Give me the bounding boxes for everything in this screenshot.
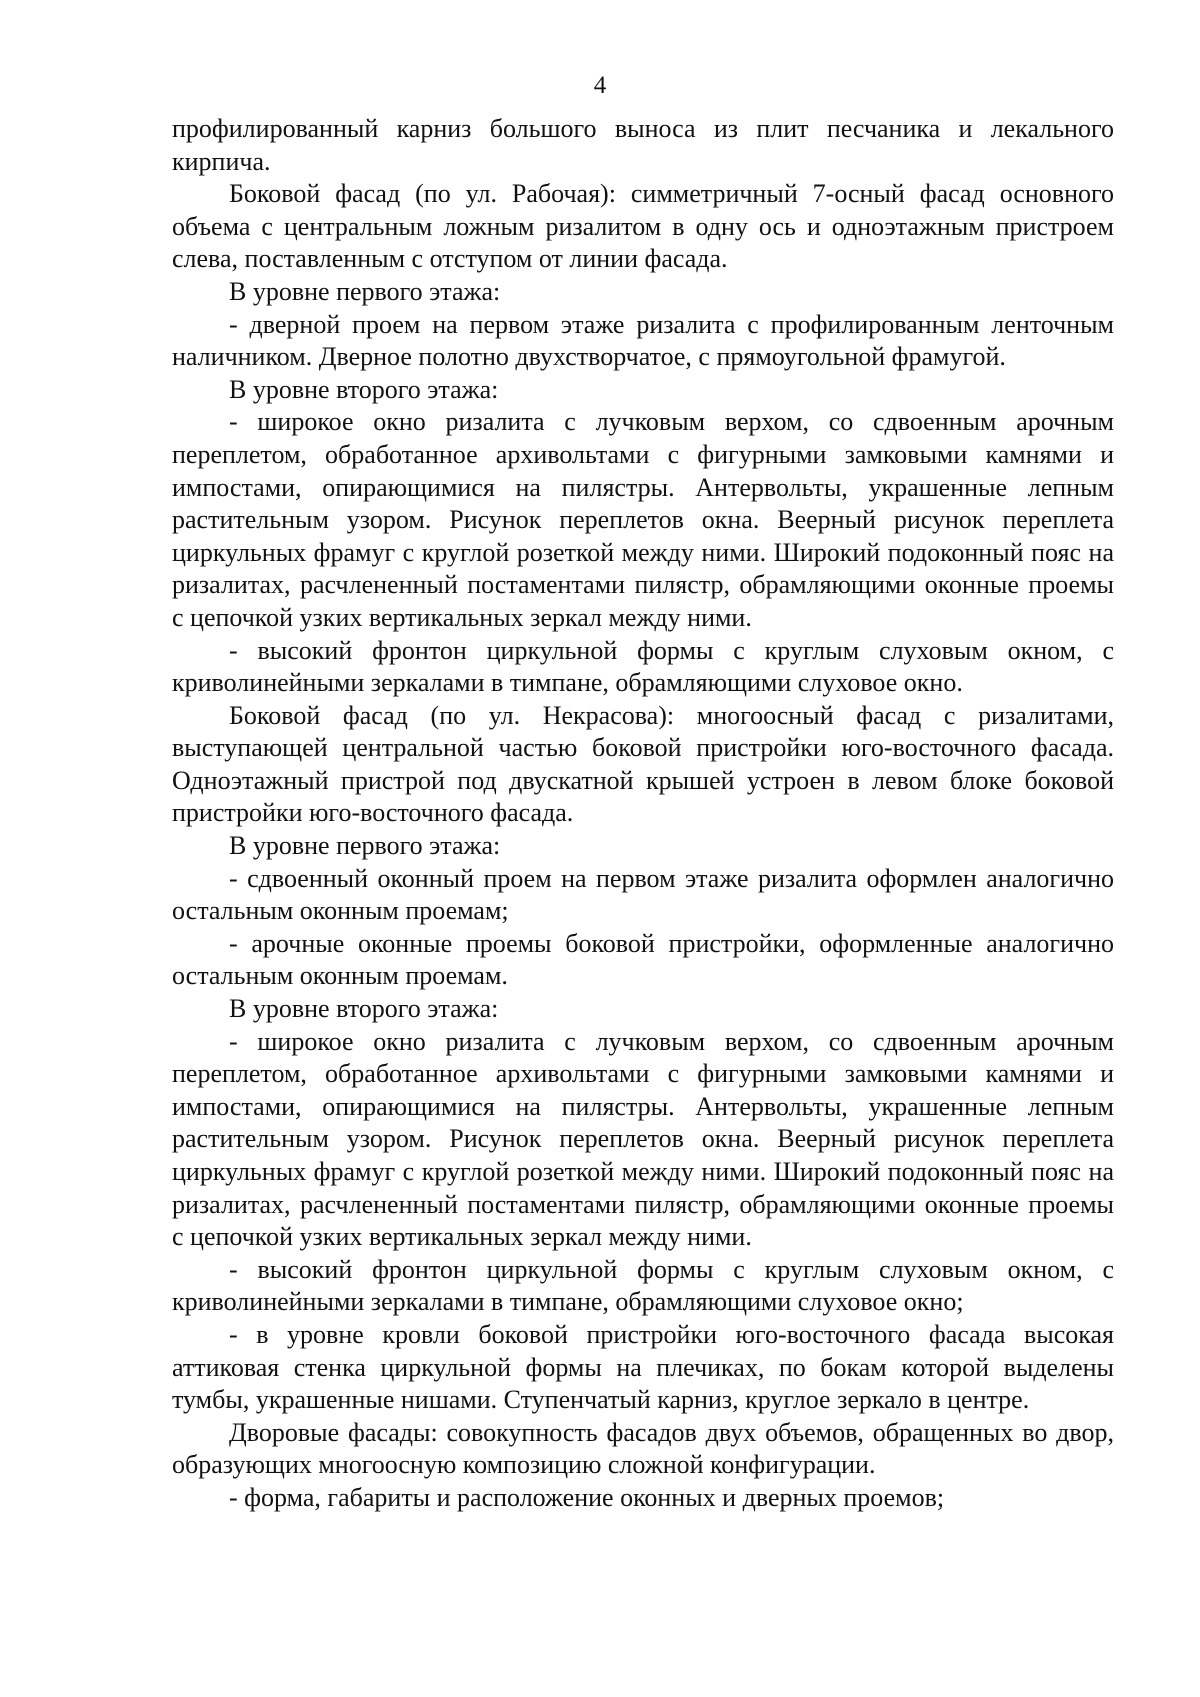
paragraph-continuation: профилированный карниз большого выноса из плит песчаника и лекального кирпича. xyxy=(172,114,1114,176)
paragraph-pediment: - высокий фронтон циркульной формы с круглым слуховым окном, с криволинейными зеркалами в тимпане, обрамляющими слуховое окно. xyxy=(172,635,1114,698)
paragraph-arched-windows: - арочные оконные проемы боковой пристройки, оформленные аналогично остальным оконным проемам. xyxy=(172,928,1114,991)
paragraph-attic-wall: - в уровне кровли боковой пристройки юго-восточного фасада высокая аттиковая стенка циркульной формы на плечиках, по бокам которой выделены тумбы, украшенные нишами. Ступенчатый карниз, круглое зеркало в центре. xyxy=(172,1319,1114,1415)
paragraph-courtyard-facades: Дворовые фасады: совокупность фасадов двух объемов, обращенных во двор, образующих многоосную композицию сложной конфигурации. xyxy=(172,1417,1114,1480)
paragraph-second-floor-heading-2: В уровне второго этажа: xyxy=(229,994,499,1024)
paragraph-wide-window-2: - широкое окно ризалита с лучковым верхом, со сдвоенным арочным переплетом, обработанное архивольтами с фигурными замковыми камнями и импостами, опирающимися на пилястры. Антервольты, украшенные лепным растительным узором. Рисунок переплетов окна. Веерный рисунок переплета циркульных фрамуг с круглой розеткой между ними. Широкий подоконный пояс на ризалитах, расчлененный постаментами пилястр, обрамляющими оконные проемы с цепочкой узких вертикальных зеркал между ними. xyxy=(172,1026,1114,1252)
paragraph-wide-window: - широкое окно ризалита с лучковым верхом, со сдвоенным арочным переплетом, обработанное архивольтами с фигурными замковыми камнями и импостами, опирающимися на пилястры. Антервольты, украшенные лепным растительным узором. Рисунок переплетов окна. Веерный рисунок переплета циркульных фрамуг с круглой розеткой между ними. Широкий подоконный пояс на ризалитах, расчлененный постаментами пилястр, обрамляющими оконные проемы с цепочкой узких вертикальных зеркал между ними. xyxy=(172,407,1114,632)
paragraph-side-facade-nekrasova: Боковой фасад (по ул. Некрасова): многоосный фасад с ризалитами, выступающей центральной частью боковой пристройки юго-восточного фасада. Одноэтажный пристрой под двускатной крышей устроен в левом блоке боковой пристройки юго-восточного фасада. xyxy=(172,700,1114,828)
paragraph-openings-form: - форма, габариты и расположение оконных и дверных проемов; xyxy=(229,1482,945,1512)
paragraph-pediment-2: - высокий фронтон циркульной формы с круглым слуховым окном, с криволинейными зеркалами в тимпане, обрамляющими слуховое окно; xyxy=(172,1254,1114,1317)
paragraph-first-floor-heading-2: В уровне первого этажа: xyxy=(229,831,501,861)
document-body xyxy=(172,113,1114,1515)
page-number: 4 xyxy=(593,72,607,99)
paragraph-second-floor-heading: В уровне второго этажа: xyxy=(229,374,499,404)
paragraph-door-opening: - дверной проем на первом этаже ризалита с профилированным ленточным наличником. Дверное полотно двухстворчатое, с прямоугольной фрамугой. xyxy=(172,309,1114,372)
paragraph-first-floor-heading: В уровне первого этажа: xyxy=(229,276,501,306)
paragraph-side-facade-rabochaya: Боковой фасад (по ул. Рабочая): симметричный 7-осный фасад основного объема с центральным ложным ризалитом в одну ось и одноэтажным пристроем слева, поставленным с отступом от линии фасада. xyxy=(172,179,1114,274)
paragraph-double-window: - сдвоенный оконный проем на первом этаже ризалита оформлен аналогично остальным оконным проемам; xyxy=(172,863,1114,926)
